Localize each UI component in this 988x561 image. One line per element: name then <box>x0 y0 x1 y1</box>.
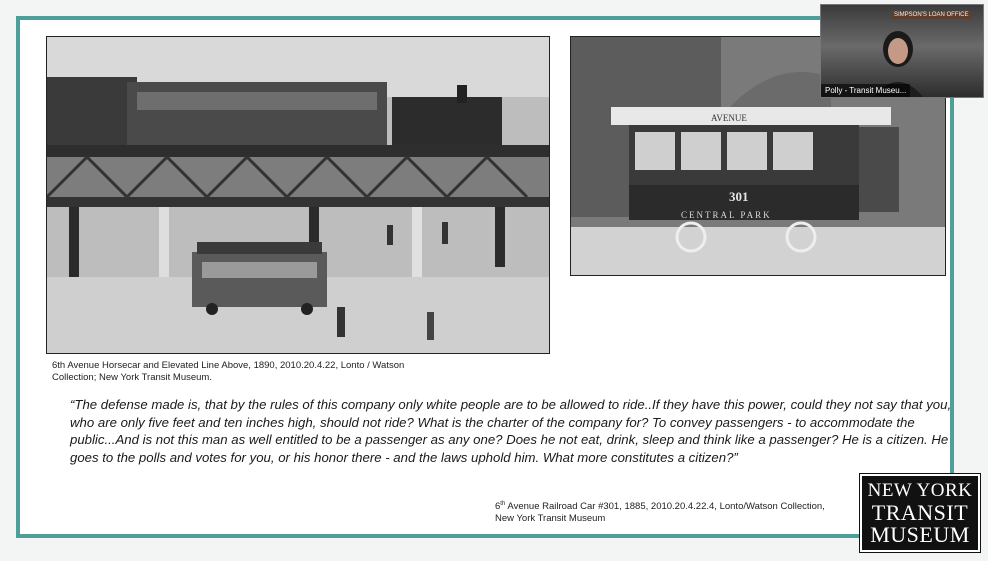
webcam-tile[interactable] <box>820 4 984 98</box>
right-photo-caption <box>495 498 825 525</box>
participant-name: Polly - Transit Museu... <box>821 84 910 97</box>
logo-line1: NEW YORK <box>867 480 973 501</box>
caption-prefix: 6 <box>495 501 501 513</box>
caption-rest: Avenue Railroad Car #301, 1885, 2010.20.4.22.4, Lonto/Watson Collection, New York Transit Museum <box>495 501 825 525</box>
car-roof-sign: AVENUE <box>711 113 747 123</box>
caption-sup: th <box>500 501 506 507</box>
elevated-line-photo <box>46 36 550 354</box>
logo-line3: MUSEUM <box>870 522 970 547</box>
car-number: 301 <box>729 189 749 204</box>
presentation-slide <box>16 16 954 538</box>
quote-text: “The defense made is, that by the rules of this company only white people are to be allowed to ride..If they have this power, could they not say that you, who are only five feet and ten inches high, should not ride? What is the charter of the company for? To convey passengers - to accommodate the public...And is not this man as well entitled to be a passenger as any one? Does he not eat, drink, sleep and think like a passenger? He is a citizen. He goes to the polls and votes for you, or his honor there - and the laws uphold him. What more constitutes a citizen?” <box>70 397 952 465</box>
logo-line2: TRANSIT <box>871 500 969 525</box>
elevated-line-illustration <box>47 37 549 353</box>
car-side-sign: CENTRAL PARK <box>681 210 772 220</box>
webcam-background-sign: SIMPSON'S LOAN OFFICE <box>891 11 972 19</box>
transit-museum-logo <box>860 474 980 552</box>
left-photo-caption: 6th Avenue Horsecar and Elevated Line Above, 1890, 2010.20.4.22, Lonto / Watson Collection; New York Transit Museum. <box>52 360 405 383</box>
